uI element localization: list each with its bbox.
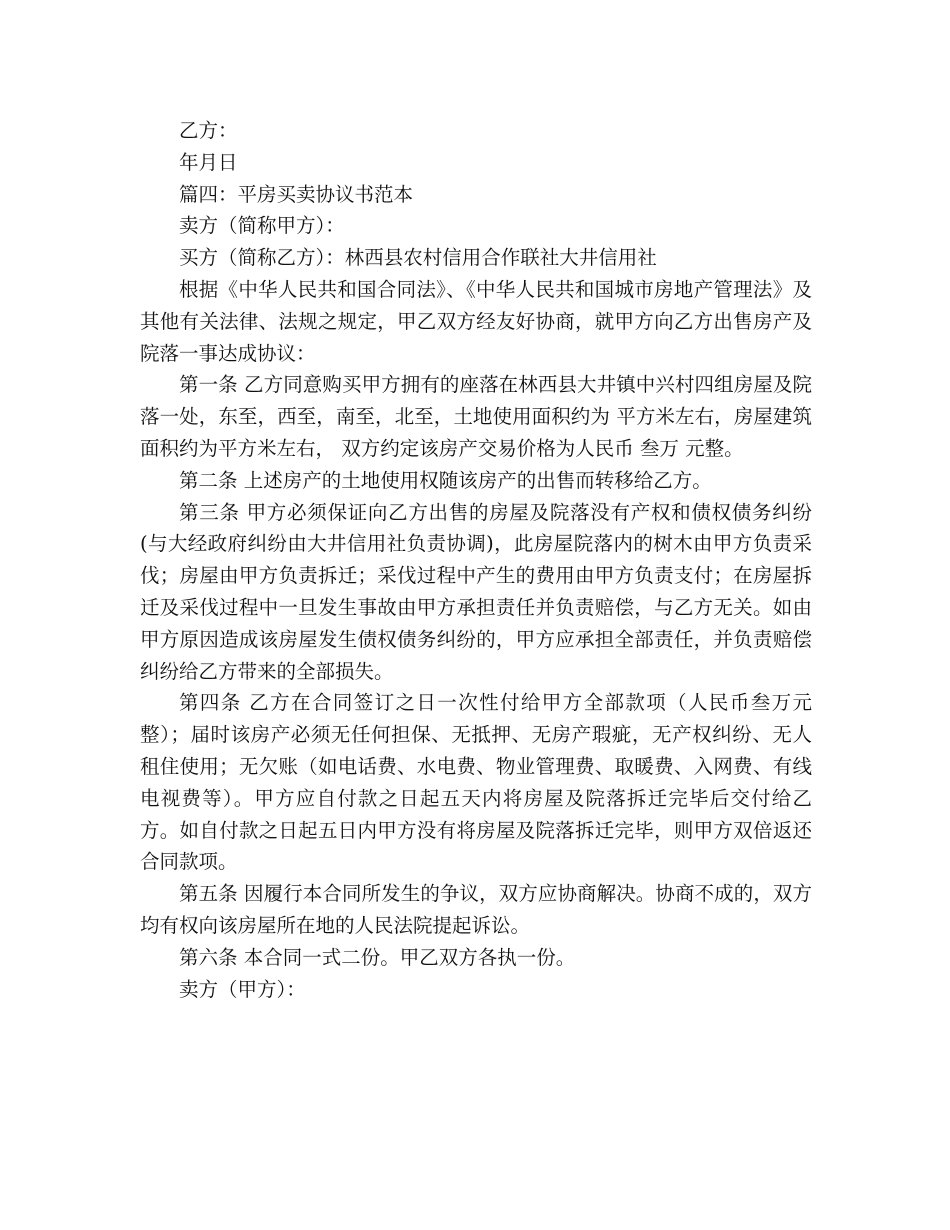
party-b-signature-label: 乙方： <box>179 119 238 142</box>
date-line: 年月日 <box>179 150 238 174</box>
section-title: 篇四：平房买卖协议书范本 <box>179 182 414 206</box>
preamble-paragraph: 根据《中华人民共和国合同法》、《中华人民共和国城市房地产管理法》及其他有关法律、法规之规定，甲乙双方经友好协商，就甲方向乙方出售房产及院落一事达成协议： <box>140 277 812 365</box>
article-1: 第一条 乙方同意购买甲方拥有的座落在林西县大井镇中兴村四组房屋及院落一处，东至，西至，南至，北至，土地使用面积约为 平方米左右，房屋建筑面积约为平方米左右， 双方约定该房产交易价格为人民币 叁万 元整。 <box>140 373 812 460</box>
article-6: 第六条 本合同一式二份。甲乙双方各执一份。 <box>179 945 576 969</box>
article-5: 第五条 因履行本合同所发生的争议，双方应协商解决。协商不成的，双方均有权向该房屋所在地的人民法院提起诉讼。 <box>140 882 812 937</box>
article-2: 第二条 上述房产的土地使用权随该房产的出售而转移给乙方。 <box>179 468 712 492</box>
document-body <box>140 115 812 1005</box>
article-3: 第三条 甲方必须保证向乙方出售的房屋及院落没有产权和债权债务纠纷(与大经政府纠纷由大井信用社负责协调)，此房屋院落内的树木由甲方负责采伐；房屋由甲方负责拆迁；采伐过程中产生的费用由甲方负责支付；在房屋拆迁及采伐过程中一旦发生事故由甲方承担责任并负责赔偿，与乙方无关。如由甲方原因造成该房屋发生债权债务纠纷的，甲方应承担全部责任，并负责赔偿纠纷给乙方带来的全部损失。 <box>140 500 812 683</box>
seller-line: 卖方（简称甲方）： <box>179 214 345 238</box>
article-4: 第四条 乙方在合同签订之日一次性付给甲方全部款项（人民币叁万元整）；届时该房产必须无任何担保、无抵押、无房产瑕疵，无产权纠纷、无人租住使用；无欠账（如电话费、水电费、物业管理费、取暖费、入网费、有线电视费等）。甲方应自付款之日起五天内将房屋及院落拆迁完毕后交付给乙方。如自付款之日起五日内甲方没有将房屋及院落拆迁完毕，则甲方双倍返还合同款项。 <box>140 691 812 874</box>
buyer-line: 买方（简称乙方）：林西县农村信用合作联社大井信用社 <box>179 246 657 270</box>
seller-signature-label: 卖方（甲方）： <box>179 977 306 1001</box>
